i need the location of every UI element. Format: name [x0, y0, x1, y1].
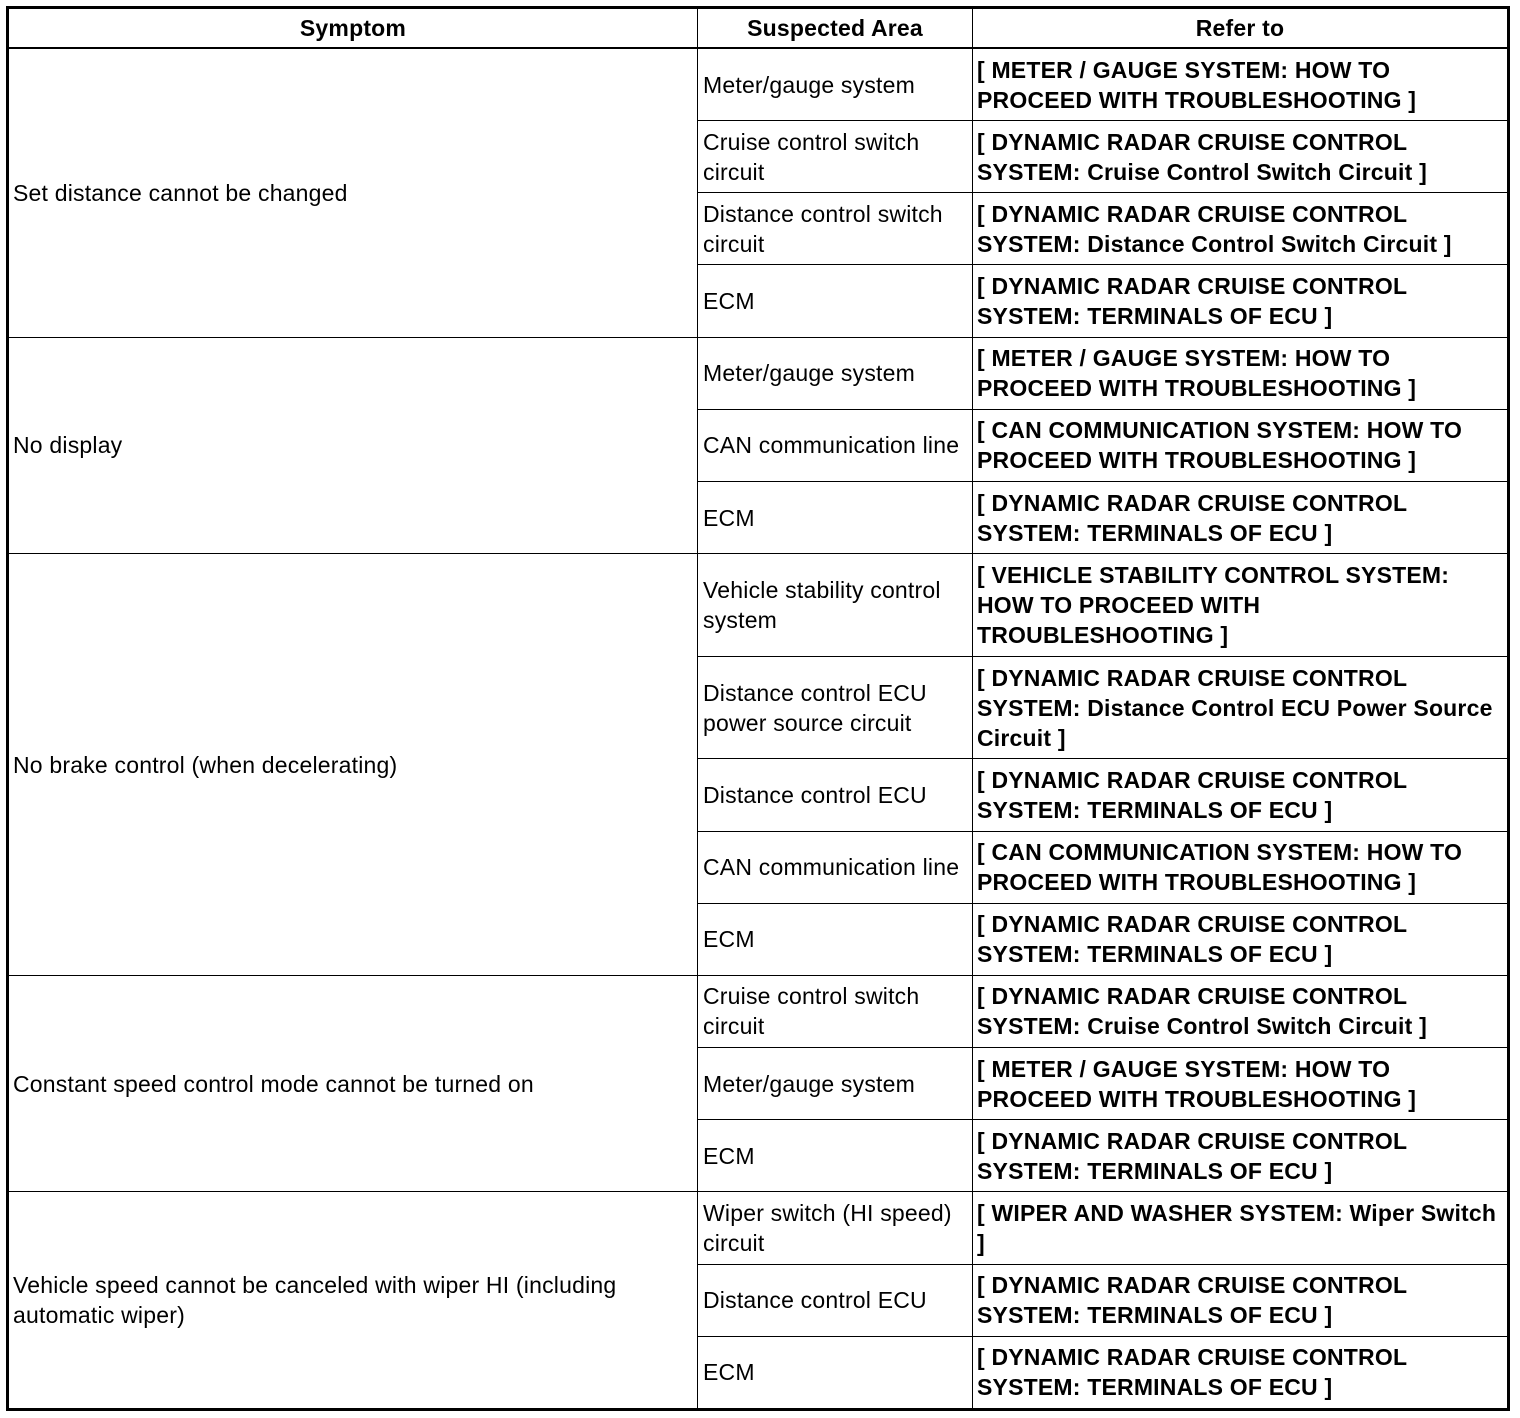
refer-to-link[interactable]: [ VEHICLE STABILITY CONTROL SYSTEM: HOW TO PROCEED WITH TROUBLESHOOTING ] [973, 554, 1509, 657]
symptom-cell: Vehicle speed cannot be canceled with wiper HI (including automatic wiper) [8, 1192, 698, 1410]
table-row [8, 48, 1509, 121]
suspected-area-cell: ECM [698, 1120, 973, 1192]
refer-to-link[interactable]: [ DYNAMIC RADAR CRUISE CONTROL SYSTEM: TERMINALS OF ECU ] [973, 481, 1509, 553]
refer-to-link[interactable]: [ CAN COMMUNICATION SYSTEM: HOW TO PROCEED WITH TROUBLESHOOTING ] [973, 409, 1509, 481]
suspected-area-cell: ECM [698, 903, 973, 975]
symptom-cell: Set distance cannot be changed [8, 48, 698, 337]
suspected-area-cell: Cruise control switch circuit [698, 975, 973, 1047]
symptom-cell: No brake control (when decelerating) [8, 554, 698, 976]
suspected-area-cell: Meter/gauge system [698, 48, 973, 121]
refer-to-link[interactable]: [ WIPER AND WASHER SYSTEM: Wiper Switch ] [973, 1192, 1509, 1264]
refer-to-link[interactable]: [ DYNAMIC RADAR CRUISE CONTROL SYSTEM: Distance Control Switch Circuit ] [973, 193, 1509, 265]
table-row [8, 975, 1509, 1047]
header-row [8, 8, 1509, 49]
header-symptom: Symptom [8, 8, 698, 49]
refer-to-link[interactable]: [ DYNAMIC RADAR CRUISE CONTROL SYSTEM: TERMINALS OF ECU ] [973, 1336, 1509, 1409]
refer-to-link[interactable]: [ DYNAMIC RADAR CRUISE CONTROL SYSTEM: TERMINALS OF ECU ] [973, 903, 1509, 975]
suspected-area-cell: Vehicle stability control system [698, 554, 973, 657]
suspected-area-cell: ECM [698, 265, 973, 337]
table-row [8, 554, 1509, 657]
table-row [8, 337, 1509, 409]
suspected-area-cell: Meter/gauge system [698, 337, 973, 409]
refer-to-link[interactable]: [ DYNAMIC RADAR CRUISE CONTROL SYSTEM: TERMINALS OF ECU ] [973, 759, 1509, 831]
refer-to-link[interactable]: [ METER / GAUGE SYSTEM: HOW TO PROCEED WITH TROUBLESHOOTING ] [973, 1048, 1509, 1120]
suspected-area-cell: Cruise control switch circuit [698, 121, 973, 193]
refer-to-link[interactable]: [ METER / GAUGE SYSTEM: HOW TO PROCEED WITH TROUBLESHOOTING ] [973, 48, 1509, 121]
suspected-area-cell: CAN communication line [698, 831, 973, 903]
refer-to-link[interactable]: [ DYNAMIC RADAR CRUISE CONTROL SYSTEM: Cruise Control Switch Circuit ] [973, 975, 1509, 1047]
refer-to-link[interactable]: [ DYNAMIC RADAR CRUISE CONTROL SYSTEM: TERMINALS OF ECU ] [973, 1120, 1509, 1192]
symptom-cell: No display [8, 337, 698, 553]
refer-to-link[interactable]: [ DYNAMIC RADAR CRUISE CONTROL SYSTEM: Distance Control ECU Power Source Circuit ] [973, 656, 1509, 759]
refer-to-link[interactable]: [ DYNAMIC RADAR CRUISE CONTROL SYSTEM: TERMINALS OF ECU ] [973, 265, 1509, 337]
suspected-area-cell: Distance control ECU [698, 1264, 973, 1336]
suspected-area-cell: ECM [698, 481, 973, 553]
suspected-area-cell: Meter/gauge system [698, 1048, 973, 1120]
suspected-area-cell: CAN communication line [698, 409, 973, 481]
suspected-area-cell: Wiper switch (HI speed) circuit [698, 1192, 973, 1264]
suspected-area-cell: Distance control ECU power source circuit [698, 656, 973, 759]
troubleshooting-table [6, 6, 1510, 1411]
header-suspected-area: Suspected Area [698, 8, 973, 49]
refer-to-link[interactable]: [ DYNAMIC RADAR CRUISE CONTROL SYSTEM: TERMINALS OF ECU ] [973, 1264, 1509, 1336]
suspected-area-cell: Distance control ECU [698, 759, 973, 831]
suspected-area-cell: Distance control switch circuit [698, 193, 973, 265]
refer-to-link[interactable]: [ METER / GAUGE SYSTEM: HOW TO PROCEED WITH TROUBLESHOOTING ] [973, 337, 1509, 409]
header-refer-to: Refer to [973, 8, 1509, 49]
symptom-cell: Constant speed control mode cannot be turned on [8, 975, 698, 1191]
suspected-area-cell: ECM [698, 1336, 973, 1409]
refer-to-link[interactable]: [ DYNAMIC RADAR CRUISE CONTROL SYSTEM: Cruise Control Switch Circuit ] [973, 121, 1509, 193]
refer-to-link[interactable]: [ CAN COMMUNICATION SYSTEM: HOW TO PROCEED WITH TROUBLESHOOTING ] [973, 831, 1509, 903]
table-row [8, 1192, 1509, 1264]
